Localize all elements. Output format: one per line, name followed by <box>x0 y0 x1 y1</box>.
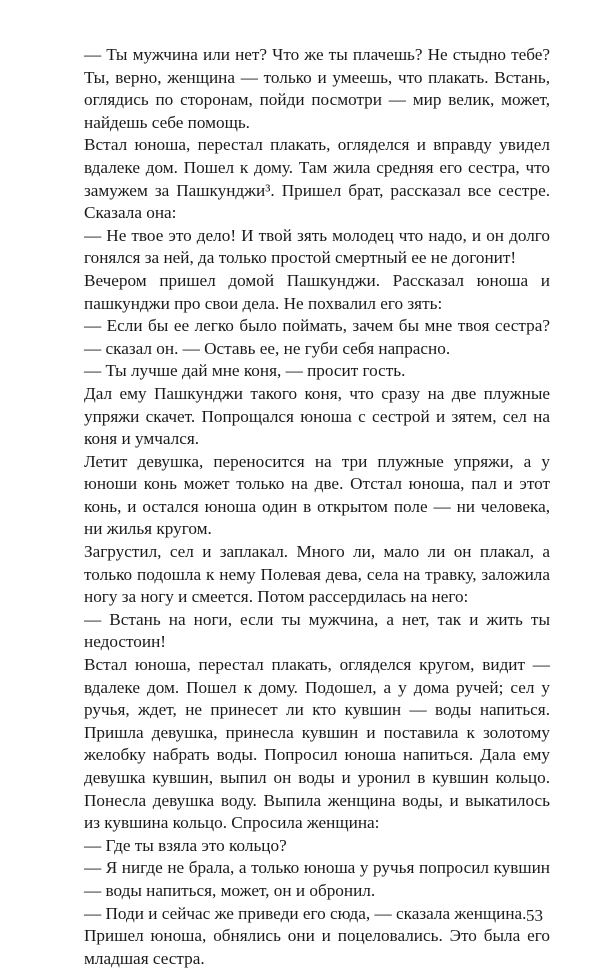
paragraph-3: — Не твое это дело! И твой зять молодец что надо, и он долго гонялся за ней, да только простой смертный ее не догонит! <box>84 225 550 268</box>
page-number: 53 <box>526 906 543 925</box>
paragraph-12: — Где ты взяла это кольцо? <box>84 835 287 855</box>
paragraph-15: Пришел юноша, обнялись они и поцеловались. Это была его младшая сестра. <box>84 926 550 968</box>
paragraph-1: — Ты мужчина или нет? Что же ты плачешь? Не стыдно тебе? Ты, верно, женщина — только и умеешь, что плакать. Встань, оглядись по сторонам, пойди посмотри — мир велик, может, найдешь себе помощь. <box>84 45 550 132</box>
body-text <box>84 44 550 970</box>
paragraph-14: — Поди и сейчас же приведи его сюда, — сказала женщина. <box>84 903 527 923</box>
paragraph-11: Встал юноша, перестал плакать, огляделся кругом, видит — вдалеке дом. Пошел к дому. Подошел, а у дома ручей; сел у ручья, ждет, не принесет ли кто кувшин — воды напиться. Пришла девушка, принесла кувшин и поставила к золотому желобку набрать воды. Попросил юноша напиться. Дала ему девушка кувшин, выпил он воды и уронил в кувшин кольцо. Понесла девушка воду. Выпила женщина воды, и выкатилось из кувшина кольцо. Спросила женщина: <box>84 655 550 833</box>
paragraph-7: Дал ему Пашкунджи такого коня, что сразу на две плужные упряжи скачет. Попрощался юноша с сестрой и зятем, сел на коня и умчался. <box>84 383 550 449</box>
paragraph-13: — Я нигде не брала, а только юноша у ручья попросил кувшин — воды напиться, может, он и обронил. <box>84 858 550 900</box>
paragraph-2: Встал юноша, перестал плакать, огляделся и вправду увидел вдалеке дом. Пошел к дому. Там жила средняя его сестра, что замужем за Пашкунджи³. Пришел брат, рассказал все сестре. Сказала она: <box>84 135 550 223</box>
paragraph-10: — Встань на ноги, если ты мужчина, а нет, так и жить ты недостоин! <box>84 609 550 652</box>
paragraph-4: Вечером пришел домой Пашкунджи. Рассказал юноша и пашкунджи про свои дела. Не похвалил его зять: <box>84 270 550 313</box>
paragraph-6: — Ты лучше дай мне коня, — просит гость. <box>84 361 406 381</box>
paragraph-5: — Если бы ее легко было поймать, зачем бы мне твоя сестра? — сказал он. — Оставь ее, не губи себя напрасно. <box>84 316 550 358</box>
paragraph-9: Загрустил, сел и заплакал. Много ли, мало ли он плакал, а только подошла к нему Полевая дева, села на травку, заложила ногу за ногу и смеется. Потом рассердилась на него: <box>84 542 550 607</box>
paragraph-8: Летит девушка, переносится на три плужные упряжи, а у юноши конь может только на две. Отстал юноша, пал и этот конь, и остался юноша один в открытом поле — ни человека, ни жилья кругом. <box>84 451 550 539</box>
